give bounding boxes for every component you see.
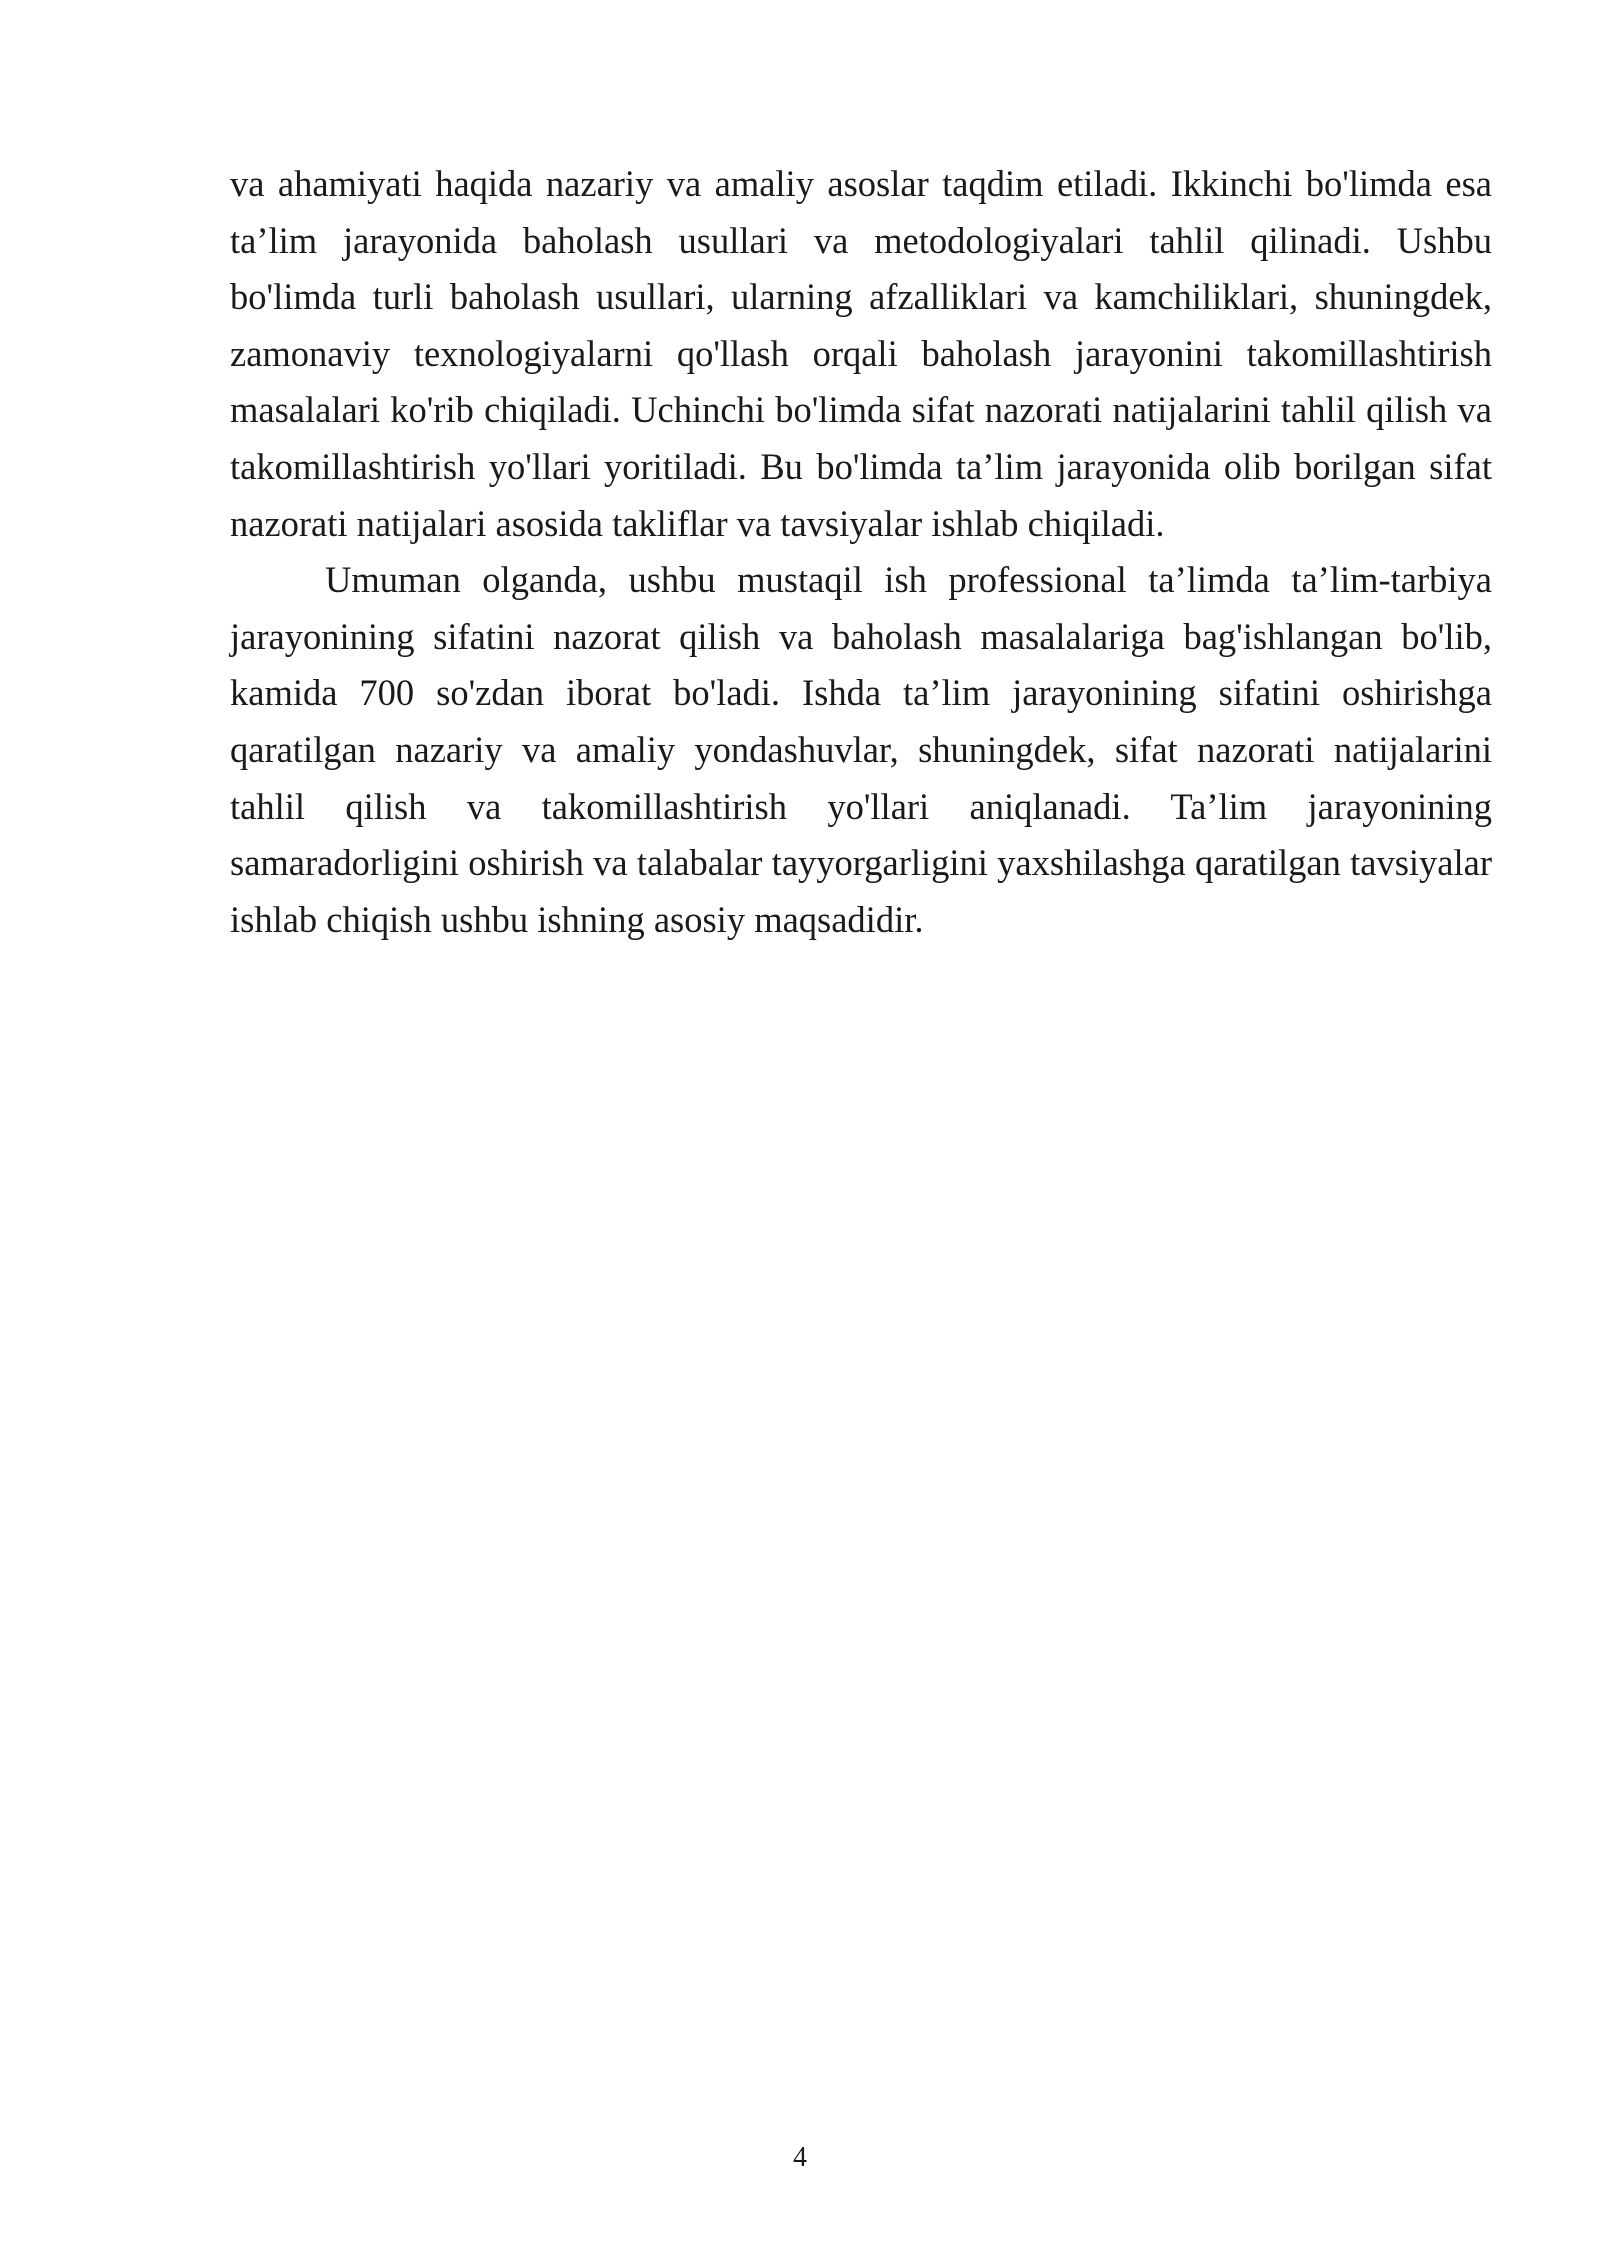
body-text <box>230 156 1492 948</box>
paragraph-summary: Umuman olganda, ushbu mustaqil ish professional ta’limda ta’lim-tarbiya jarayonining sifatini nazorat qilish va baholash masalalariga bag'ishlangan bo'lib, kamida 700 so'zdan iborat bo'ladi. Ishda ta’lim jarayonining sifatini oshirishga qaratilgan nazariy va amaliy yondashuvlar, shuningdek, sifat nazorati natijalarini tahlil qilish va takomillashtirish yo'llari aniqlanadi. Ta’lim jarayonining samaradorligini oshirish va talabalar tayyorgarligini yaxshilashga qaratilgan tavsiyalar ishlab chiqish ushbu ishning asosiy maqsadidir. <box>230 559 1492 940</box>
page-number: 4 <box>793 2142 807 2173</box>
paragraph-continued: va ahamiyati haqida nazariy va amaliy asoslar taqdim etiladi. Ikkinchi bo'limda esa ta’lim jarayonida baholash usullari va metodologiyalari tahlil qilinadi. Ushbu bo'limda turli baholash usullari, ularning afzalliklari va kamchiliklari, shuningdek, zamonaviy texnologiyalarni qo'llash orqali baholash jarayonini takomillashtirish masalalari ko'rib chiqiladi. Uchinchi bo'limda sifat nazorati natijalarini tahlil qilish va takomillashtirish yo'llari yoritiladi. Bu bo'limda ta’lim jarayonida olib borilgan sifat nazorati natijalari asosida takliflar va tavsiyalar ishlab chiqiladi. <box>230 163 1492 544</box>
